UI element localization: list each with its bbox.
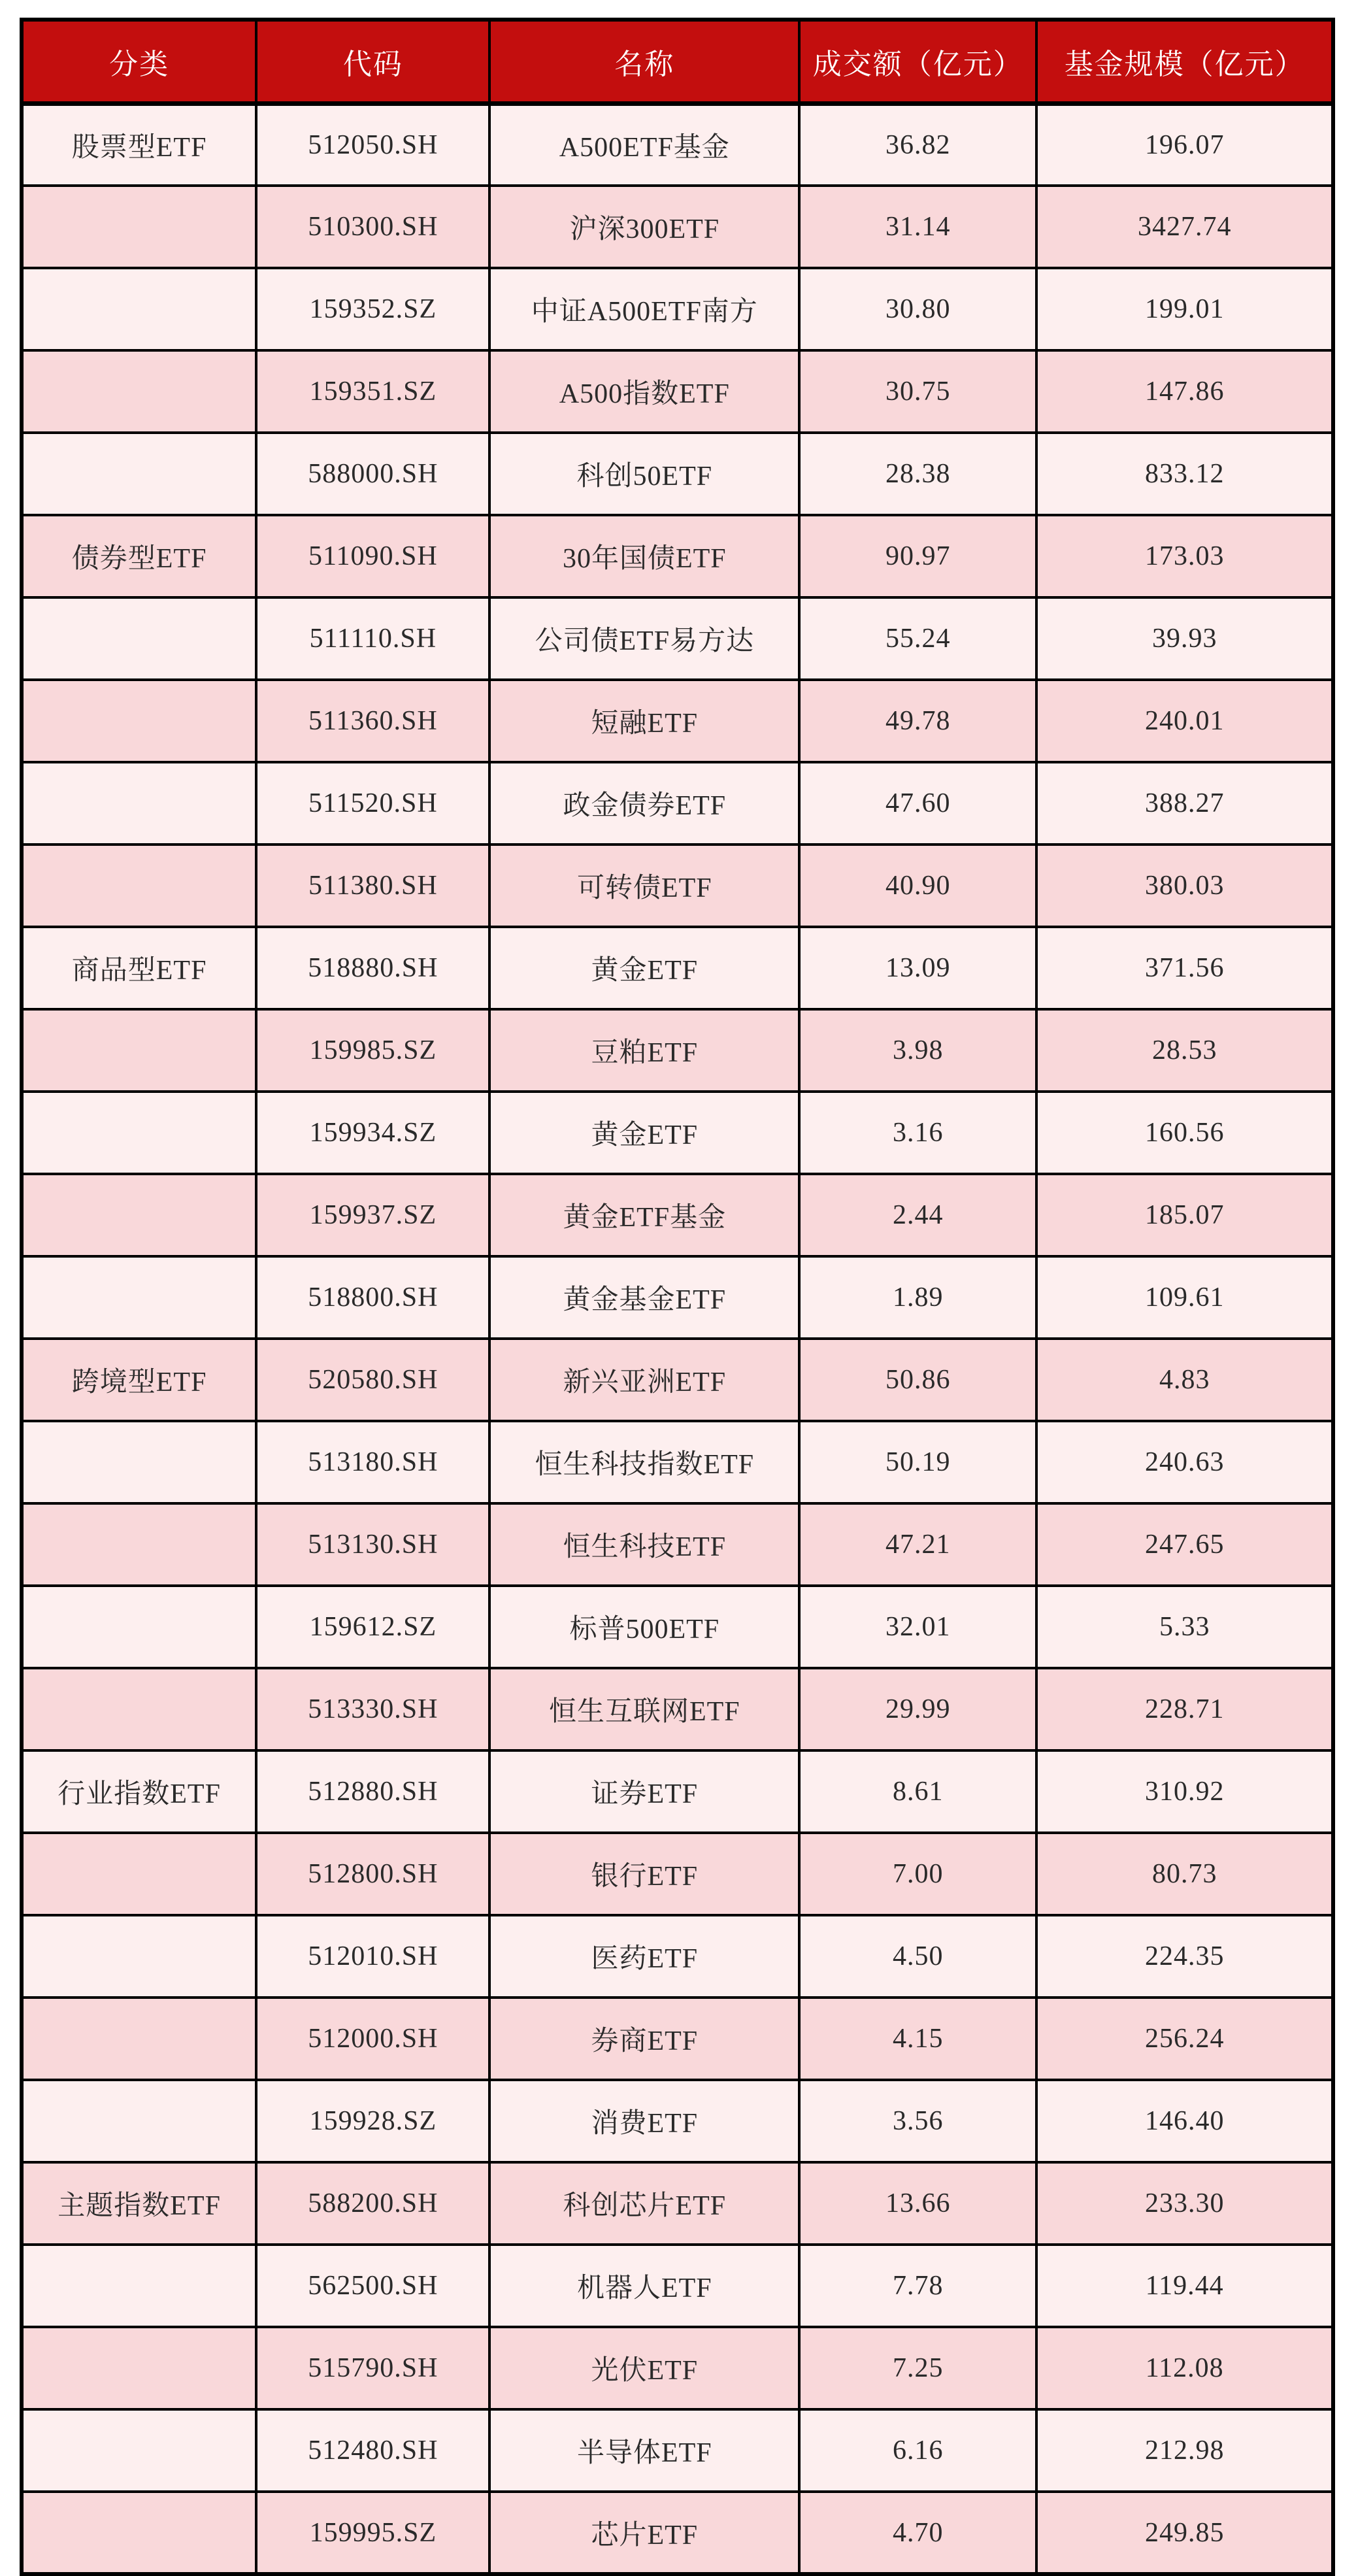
name-cell: 短融ETF [489, 680, 799, 762]
turnover-cell: 55.24 [799, 597, 1036, 680]
name-cell: 公司债ETF易方达 [489, 597, 799, 680]
scale-cell: 185.07 [1036, 1174, 1333, 1256]
category-cell [22, 1009, 256, 1092]
code-cell: 520580.SH [256, 1339, 489, 1421]
category-cell [22, 2245, 256, 2327]
table-row [22, 1668, 1333, 1750]
turnover-cell: 7.78 [799, 2245, 1036, 2327]
scale-cell: 833.12 [1036, 433, 1333, 515]
name-cell: 银行ETF [489, 1833, 799, 1915]
header-cell-code: 代码 [256, 20, 489, 103]
code-cell: 159351.SZ [256, 350, 489, 433]
category-cell [22, 433, 256, 515]
name-cell: 标普500ETF [489, 1586, 799, 1668]
category-cell [22, 680, 256, 762]
turnover-cell: 3.16 [799, 1092, 1036, 1174]
table-row [22, 1586, 1333, 1668]
name-cell: 医药ETF [489, 1915, 799, 1998]
name-cell: 科创芯片ETF [489, 2162, 799, 2245]
name-cell: 券商ETF [489, 1998, 799, 2080]
name-cell: 光伏ETF [489, 2327, 799, 2409]
name-cell: 消费ETF [489, 2080, 799, 2162]
scale-cell: 4.83 [1036, 1339, 1333, 1421]
turnover-cell: 7.25 [799, 2327, 1036, 2409]
table-row [22, 2162, 1333, 2245]
scale-cell: 228.71 [1036, 1668, 1333, 1750]
table-row [22, 2080, 1333, 2162]
category-cell: 主题指数ETF [22, 2162, 256, 2245]
code-cell: 513330.SH [256, 1668, 489, 1750]
turnover-cell: 47.21 [799, 1503, 1036, 1586]
category-cell [22, 2492, 256, 2574]
turnover-cell: 32.01 [799, 1586, 1036, 1668]
code-cell: 159937.SZ [256, 1174, 489, 1256]
scale-cell: 233.30 [1036, 2162, 1333, 2245]
turnover-cell: 50.19 [799, 1421, 1036, 1503]
category-cell [22, 2409, 256, 2492]
category-cell [22, 597, 256, 680]
turnover-cell: 47.60 [799, 762, 1036, 845]
turnover-cell: 3.56 [799, 2080, 1036, 2162]
scale-cell: 28.53 [1036, 1009, 1333, 1092]
scale-cell: 371.56 [1036, 927, 1333, 1009]
scale-cell: 380.03 [1036, 845, 1333, 927]
name-cell: 黄金ETF [489, 1092, 799, 1174]
code-cell: 159352.SZ [256, 268, 489, 350]
category-cell [22, 1174, 256, 1256]
scale-cell: 147.86 [1036, 350, 1333, 433]
name-cell: 芯片ETF [489, 2492, 799, 2574]
turnover-cell: 2.44 [799, 1174, 1036, 1256]
table-row [22, 268, 1333, 350]
scale-cell: 310.92 [1036, 1750, 1333, 1833]
category-cell: 股票型ETF [22, 103, 256, 186]
table-row [22, 1833, 1333, 1915]
header-cell-scale: 基金规模（亿元） [1036, 20, 1333, 103]
code-cell: 515790.SH [256, 2327, 489, 2409]
turnover-cell: 3.98 [799, 1009, 1036, 1092]
name-cell: 恒生科技指数ETF [489, 1421, 799, 1503]
name-cell: 科创50ETF [489, 433, 799, 515]
turnover-cell: 6.16 [799, 2409, 1036, 2492]
category-cell: 商品型ETF [22, 927, 256, 1009]
category-cell [22, 845, 256, 927]
scale-cell: 146.40 [1036, 2080, 1333, 2162]
code-cell: 518800.SH [256, 1256, 489, 1339]
name-cell: 黄金基金ETF [489, 1256, 799, 1339]
turnover-cell: 28.38 [799, 433, 1036, 515]
scale-cell: 196.07 [1036, 103, 1333, 186]
table-row [22, 433, 1333, 515]
category-cell [22, 1092, 256, 1174]
etf-table [20, 18, 1335, 2576]
name-cell: 政金债券ETF [489, 762, 799, 845]
scale-cell: 173.03 [1036, 515, 1333, 597]
category-cell [22, 2080, 256, 2162]
scale-cell: 224.35 [1036, 1915, 1333, 1998]
table-row [22, 1174, 1333, 1256]
category-cell [22, 762, 256, 845]
scale-cell: 240.01 [1036, 680, 1333, 762]
scale-cell: 160.56 [1036, 1092, 1333, 1174]
code-cell: 512050.SH [256, 103, 489, 186]
table-row [22, 1256, 1333, 1339]
category-cell: 跨境型ETF [22, 1339, 256, 1421]
table-row [22, 515, 1333, 597]
category-cell [22, 1915, 256, 1998]
name-cell: 恒生科技ETF [489, 1503, 799, 1586]
turnover-cell: 7.00 [799, 1833, 1036, 1915]
code-cell: 511090.SH [256, 515, 489, 597]
table-row [22, 186, 1333, 268]
category-cell [22, 1998, 256, 2080]
turnover-cell: 29.99 [799, 1668, 1036, 1750]
table-row [22, 680, 1333, 762]
code-cell: 512880.SH [256, 1750, 489, 1833]
table-row [22, 2492, 1333, 2574]
turnover-cell: 31.14 [799, 186, 1036, 268]
category-cell [22, 268, 256, 350]
code-cell: 159934.SZ [256, 1092, 489, 1174]
table-row [22, 1915, 1333, 1998]
scale-cell: 112.08 [1036, 2327, 1333, 2409]
code-cell: 511110.SH [256, 597, 489, 680]
table-header [22, 20, 1333, 103]
turnover-cell: 4.50 [799, 1915, 1036, 1998]
scale-cell: 249.85 [1036, 2492, 1333, 2574]
table-row [22, 350, 1333, 433]
table-row [22, 1092, 1333, 1174]
name-cell: 新兴亚洲ETF [489, 1339, 799, 1421]
scale-cell: 388.27 [1036, 762, 1333, 845]
category-cell [22, 350, 256, 433]
category-cell [22, 1503, 256, 1586]
scale-cell: 240.63 [1036, 1421, 1333, 1503]
scale-cell: 5.33 [1036, 1586, 1333, 1668]
header-cell-turnover: 成交额（亿元） [799, 20, 1036, 103]
table-row [22, 103, 1333, 186]
turnover-cell: 50.86 [799, 1339, 1036, 1421]
name-cell: 30年国债ETF [489, 515, 799, 597]
table-row [22, 2409, 1333, 2492]
category-cell: 行业指数ETF [22, 1750, 256, 1833]
code-cell: 511360.SH [256, 680, 489, 762]
code-cell: 159995.SZ [256, 2492, 489, 2574]
code-cell: 512000.SH [256, 1998, 489, 2080]
turnover-cell: 4.15 [799, 1998, 1036, 2080]
code-cell: 159612.SZ [256, 1586, 489, 1668]
scale-cell: 199.01 [1036, 268, 1333, 350]
name-cell: 机器人ETF [489, 2245, 799, 2327]
turnover-cell: 13.09 [799, 927, 1036, 1009]
category-cell [22, 1256, 256, 1339]
name-cell: 豆粕ETF [489, 1009, 799, 1092]
code-cell: 588000.SH [256, 433, 489, 515]
table-row [22, 2327, 1333, 2409]
name-cell: 可转债ETF [489, 845, 799, 927]
category-cell [22, 1833, 256, 1915]
turnover-cell: 40.90 [799, 845, 1036, 927]
category-cell: 债券型ETF [22, 515, 256, 597]
name-cell: 黄金ETF基金 [489, 1174, 799, 1256]
table-row [22, 597, 1333, 680]
scale-cell: 256.24 [1036, 1998, 1333, 2080]
turnover-cell: 8.61 [799, 1750, 1036, 1833]
scale-cell: 212.98 [1036, 2409, 1333, 2492]
code-cell: 512010.SH [256, 1915, 489, 1998]
name-cell: 证券ETF [489, 1750, 799, 1833]
name-cell: A500指数ETF [489, 350, 799, 433]
table-row [22, 762, 1333, 845]
code-cell: 159985.SZ [256, 1009, 489, 1092]
category-cell [22, 1421, 256, 1503]
turnover-cell: 4.70 [799, 2492, 1036, 2574]
scale-cell: 39.93 [1036, 597, 1333, 680]
code-cell: 562500.SH [256, 2245, 489, 2327]
table-row [22, 1750, 1333, 1833]
table-row [22, 1339, 1333, 1421]
code-cell: 518880.SH [256, 927, 489, 1009]
code-cell: 511380.SH [256, 845, 489, 927]
table-row [22, 1998, 1333, 2080]
code-cell: 513130.SH [256, 1503, 489, 1586]
name-cell: 沪深300ETF [489, 186, 799, 268]
turnover-cell: 13.66 [799, 2162, 1036, 2245]
turnover-cell: 1.89 [799, 1256, 1036, 1339]
scale-cell: 80.73 [1036, 1833, 1333, 1915]
category-cell [22, 186, 256, 268]
name-cell: 中证A500ETF南方 [489, 268, 799, 350]
turnover-cell: 30.80 [799, 268, 1036, 350]
header-row [22, 20, 1333, 103]
table-row [22, 927, 1333, 1009]
scale-cell: 119.44 [1036, 2245, 1333, 2327]
table-row [22, 1503, 1333, 1586]
name-cell: 半导体ETF [489, 2409, 799, 2492]
scale-cell: 3427.74 [1036, 186, 1333, 268]
code-cell: 511520.SH [256, 762, 489, 845]
code-cell: 588200.SH [256, 2162, 489, 2245]
code-cell: 512800.SH [256, 1833, 489, 1915]
turnover-cell: 30.75 [799, 350, 1036, 433]
category-cell [22, 2327, 256, 2409]
name-cell: 恒生互联网ETF [489, 1668, 799, 1750]
category-cell [22, 1668, 256, 1750]
table-row [22, 2245, 1333, 2327]
code-cell: 510300.SH [256, 186, 489, 268]
table-row [22, 845, 1333, 927]
turnover-cell: 49.78 [799, 680, 1036, 762]
turnover-cell: 36.82 [799, 103, 1036, 186]
table-row [22, 1009, 1333, 1092]
scale-cell: 247.65 [1036, 1503, 1333, 1586]
header-cell-name: 名称 [489, 20, 799, 103]
code-cell: 513180.SH [256, 1421, 489, 1503]
header-cell-category: 分类 [22, 20, 256, 103]
code-cell: 159928.SZ [256, 2080, 489, 2162]
name-cell: 黄金ETF [489, 927, 799, 1009]
turnover-cell: 90.97 [799, 515, 1036, 597]
code-cell: 512480.SH [256, 2409, 489, 2492]
table-row [22, 1421, 1333, 1503]
scale-cell: 109.61 [1036, 1256, 1333, 1339]
table-body [22, 103, 1333, 2574]
category-cell [22, 1586, 256, 1668]
name-cell: A500ETF基金 [489, 103, 799, 186]
